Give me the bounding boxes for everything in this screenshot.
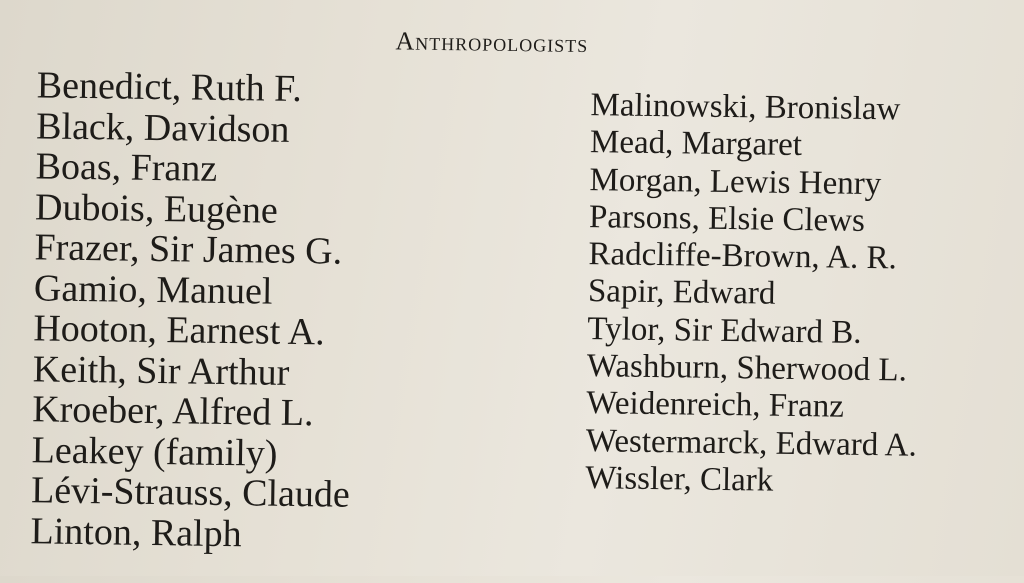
list-item: Washburn, Sherwood L. (586, 348, 908, 389)
name-list-right-column (585, 87, 922, 502)
list-item: Hooton, Earnest A. (33, 307, 325, 354)
list-item: Mead, Margaret (589, 124, 803, 164)
list-item: Sapir, Edward (587, 273, 776, 313)
list-item: Kroeber, Alfred L. (31, 388, 314, 435)
list-item: Boas, Franz (35, 145, 218, 190)
list-item: Weidenreich, Franz (586, 385, 845, 426)
list-item: Leakey (family) (31, 428, 278, 475)
list-item: Dubois, Eugène (34, 185, 279, 232)
list-item: Linton, Ralph (30, 509, 242, 555)
name-list-left-column (30, 65, 355, 555)
list-item: Keith, Sir Arthur (32, 347, 290, 394)
section-heading: Anthropologists (395, 26, 589, 59)
list-item: Radcliffe-Brown, A. R. (588, 236, 897, 277)
list-item: Benedict, Ruth F. (36, 64, 303, 111)
list-item: Black, Davidson (35, 104, 290, 151)
list-item: Westermarck, Edward A. (585, 422, 917, 464)
list-item: Lévi-Strauss, Claude (30, 469, 351, 516)
list-item: Morgan, Lewis Henry (589, 161, 882, 202)
list-item: Parsons, Elsie Clews (588, 198, 866, 239)
list-item: Frazer, Sir James G. (34, 226, 343, 273)
list-item: Gamio, Manuel (33, 266, 273, 313)
list-item: Wissler, Clark (585, 460, 774, 499)
list-item: Malinowski, Bronislaw (590, 87, 901, 128)
list-item: Tylor, Sir Edward B. (587, 310, 862, 351)
